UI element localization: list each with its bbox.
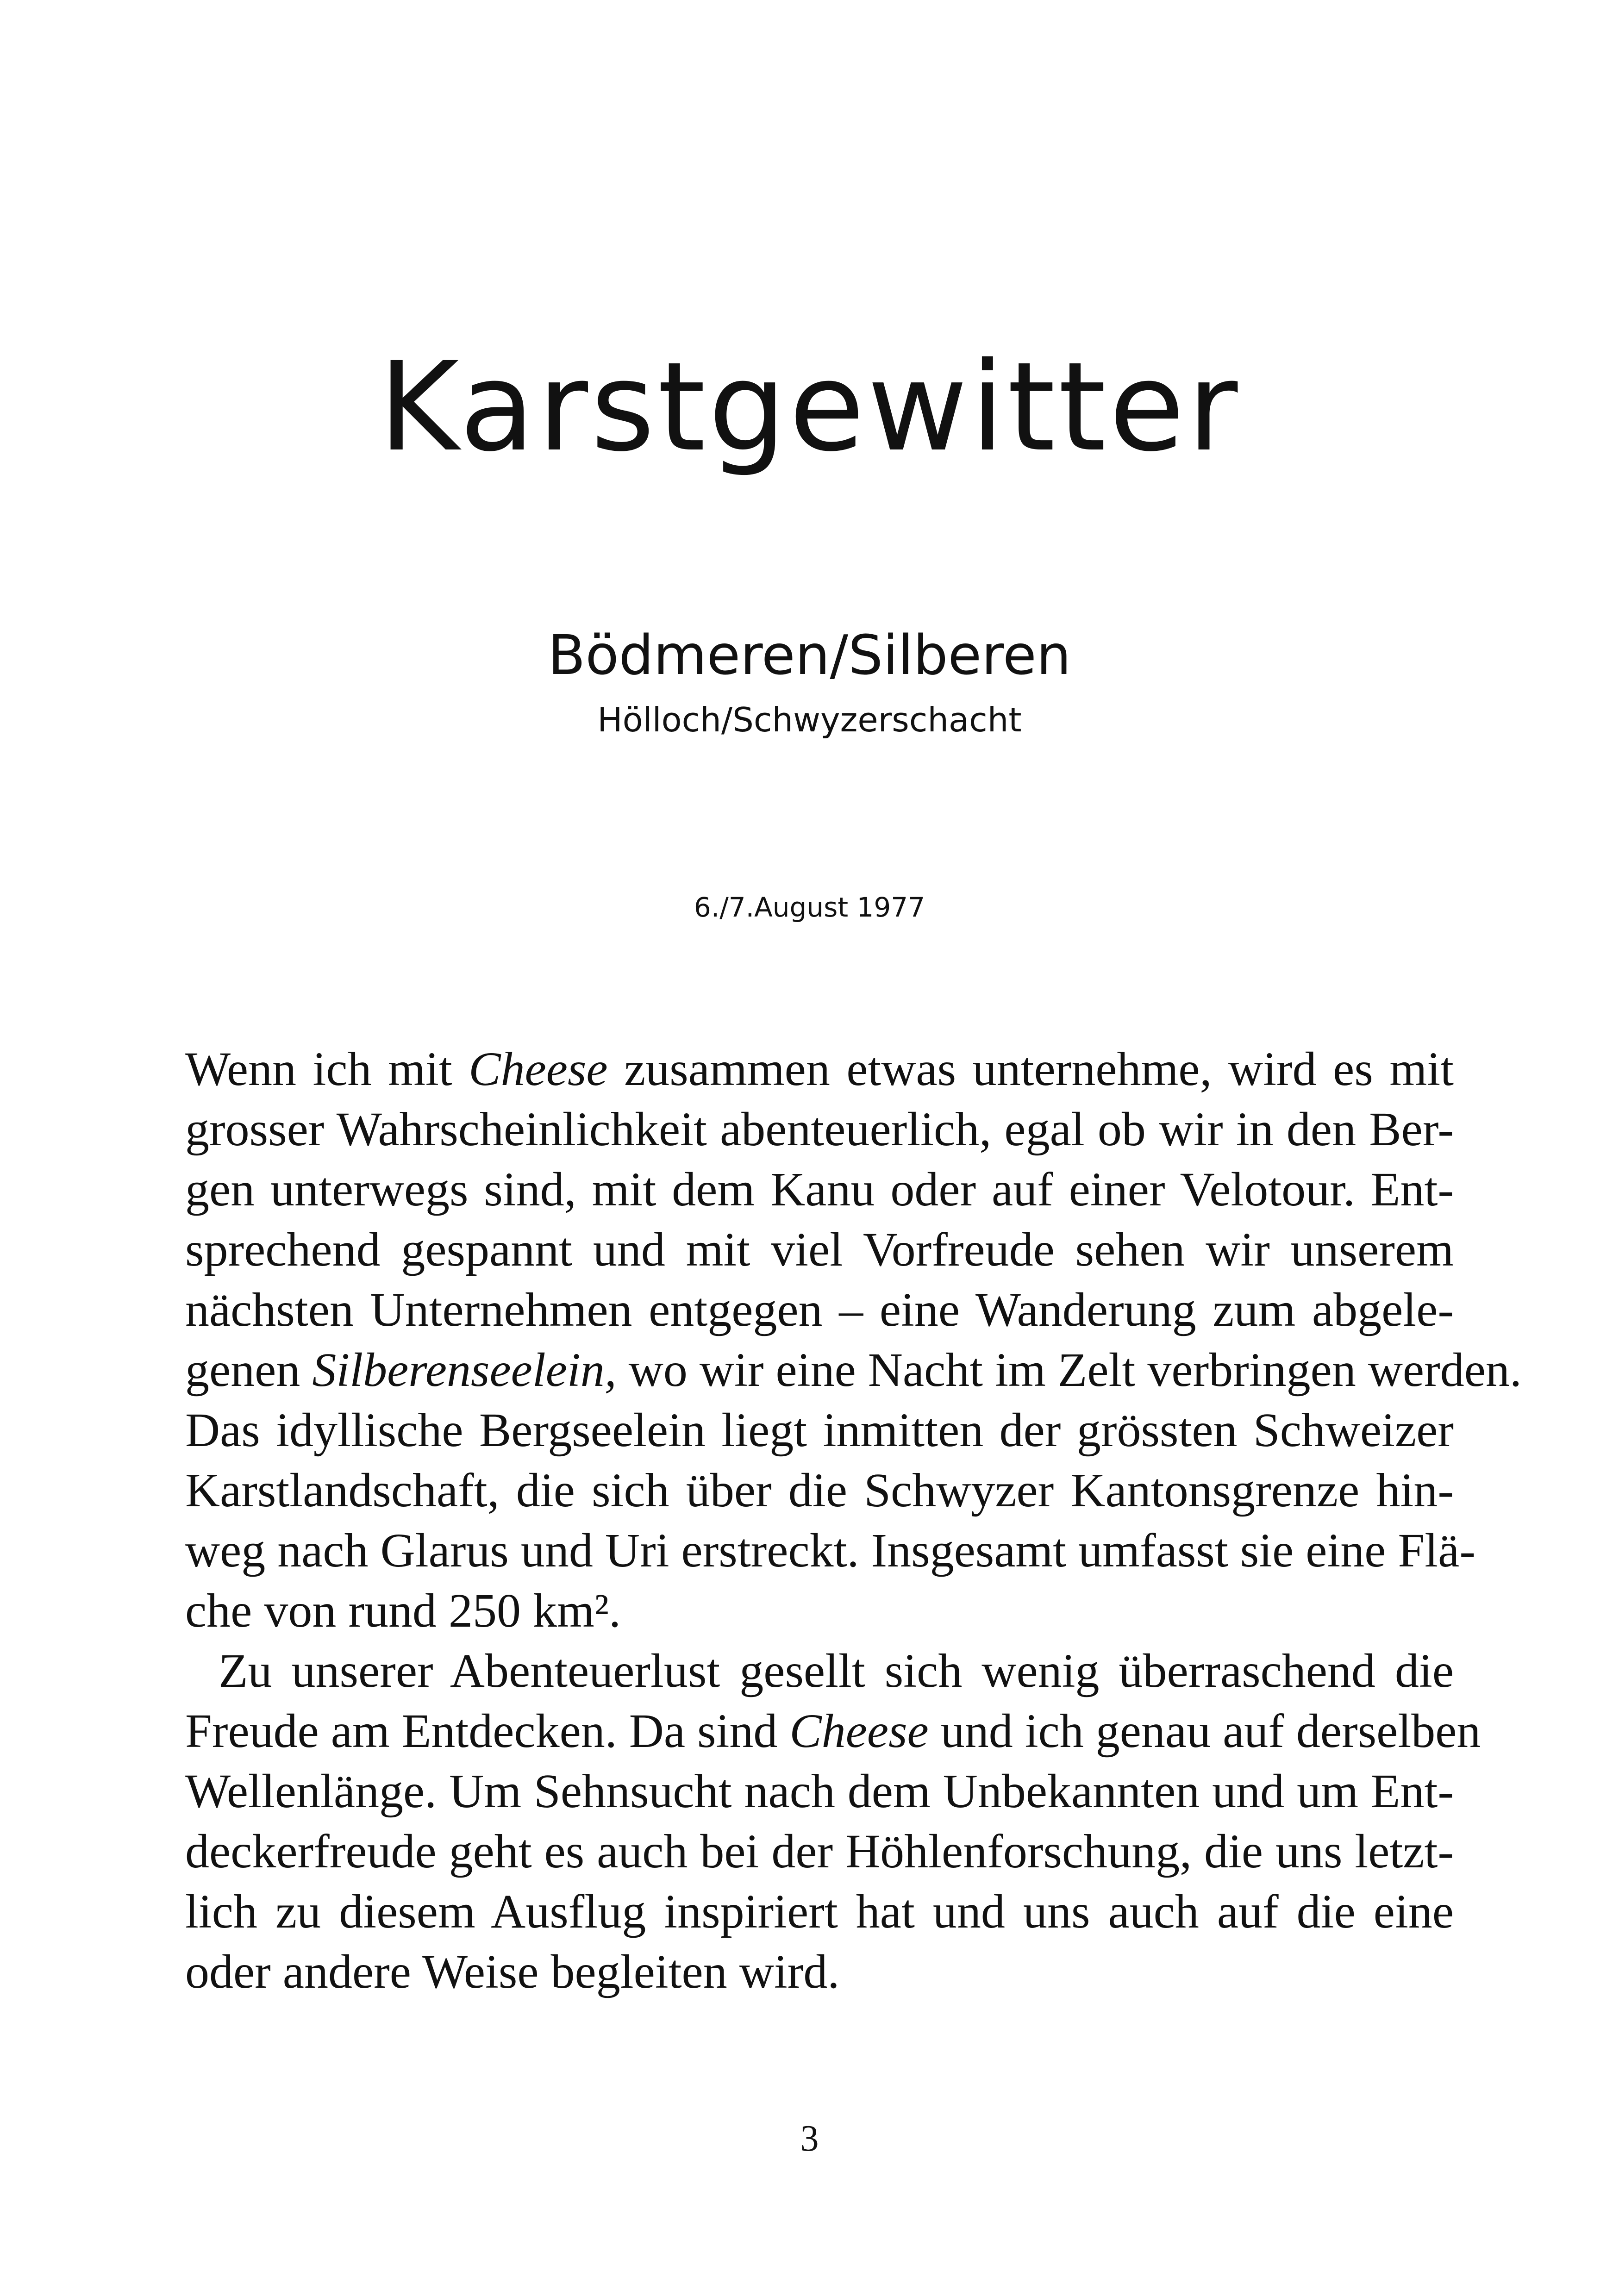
text-line: gen unterwegs sind, mit dem Kanu oder auf einer Velotour. Ent- [185,1163,1454,1216]
text-line: sprechend gespannt und mit viel Vorfreude sehen wir unserem [185,1223,1454,1276]
text-line: oder andere Weise begleiten wird. [185,1945,840,1998]
page-number: 3 [800,2118,819,2159]
text-line: grosser Wahrscheinlichkeit abenteuerlich, egal ob wir in den Ber- [185,1103,1454,1156]
text-line: Freude am Entdecken. Da sind Cheese und ich genau auf derselben [185,1704,1481,1758]
emphasis: Silberenseelein, [312,1343,617,1397]
text-line: lich zu diesem Ausflug inspiriert hat und uns auch auf die eine [185,1885,1454,1938]
text-line: che von rund 250 km². [185,1584,621,1637]
text-line: Wellenlänge. Um Sehnsucht nach dem Unbekannten und um Ent- [185,1765,1454,1818]
paragraph [185,1039,1522,1641]
text-line: Karstlandschaft, die sich über die Schwyzer Kantonsgrenze hin- [185,1464,1454,1517]
text-line: weg nach Glarus und Uri erstreckt. Insgesamt umfasst sie eine Flä- [185,1524,1475,1577]
text-line: Das idyllische Bergseelein liegt inmitten der grössten Schweizer [185,1404,1454,1457]
text-line: Zu unserer Abenteuerlust gesellt sich wenig überraschend die [219,1644,1454,1697]
body-text [185,1039,1522,2002]
chapter-subtitle: Bödmeren/Silberen [548,623,1071,687]
paragraph [185,1641,1481,2002]
text-line: nächsten Unternehmen entgegen – eine Wanderung zum abgele- [185,1283,1454,1336]
chapter-title: Karstgewitter [378,336,1241,479]
text-line: Wenn ich mit Cheese zusammen etwas unternehme, wird es mit [185,1042,1454,1096]
text-line: deckerfreude geht es auch bei der Höhlenforschung, die uns letzt- [185,1825,1454,1878]
text-line: genen Silberenseelein, wo wir eine Nacht im Zelt verbringen werden. [185,1343,1522,1397]
emphasis: Cheese [789,1704,929,1758]
emphasis: Cheese [469,1042,608,1096]
chapter-subsubtitle: Hölloch/Schwyzerschacht [597,700,1022,739]
chapter-date: 6./7.August 1977 [694,892,925,923]
